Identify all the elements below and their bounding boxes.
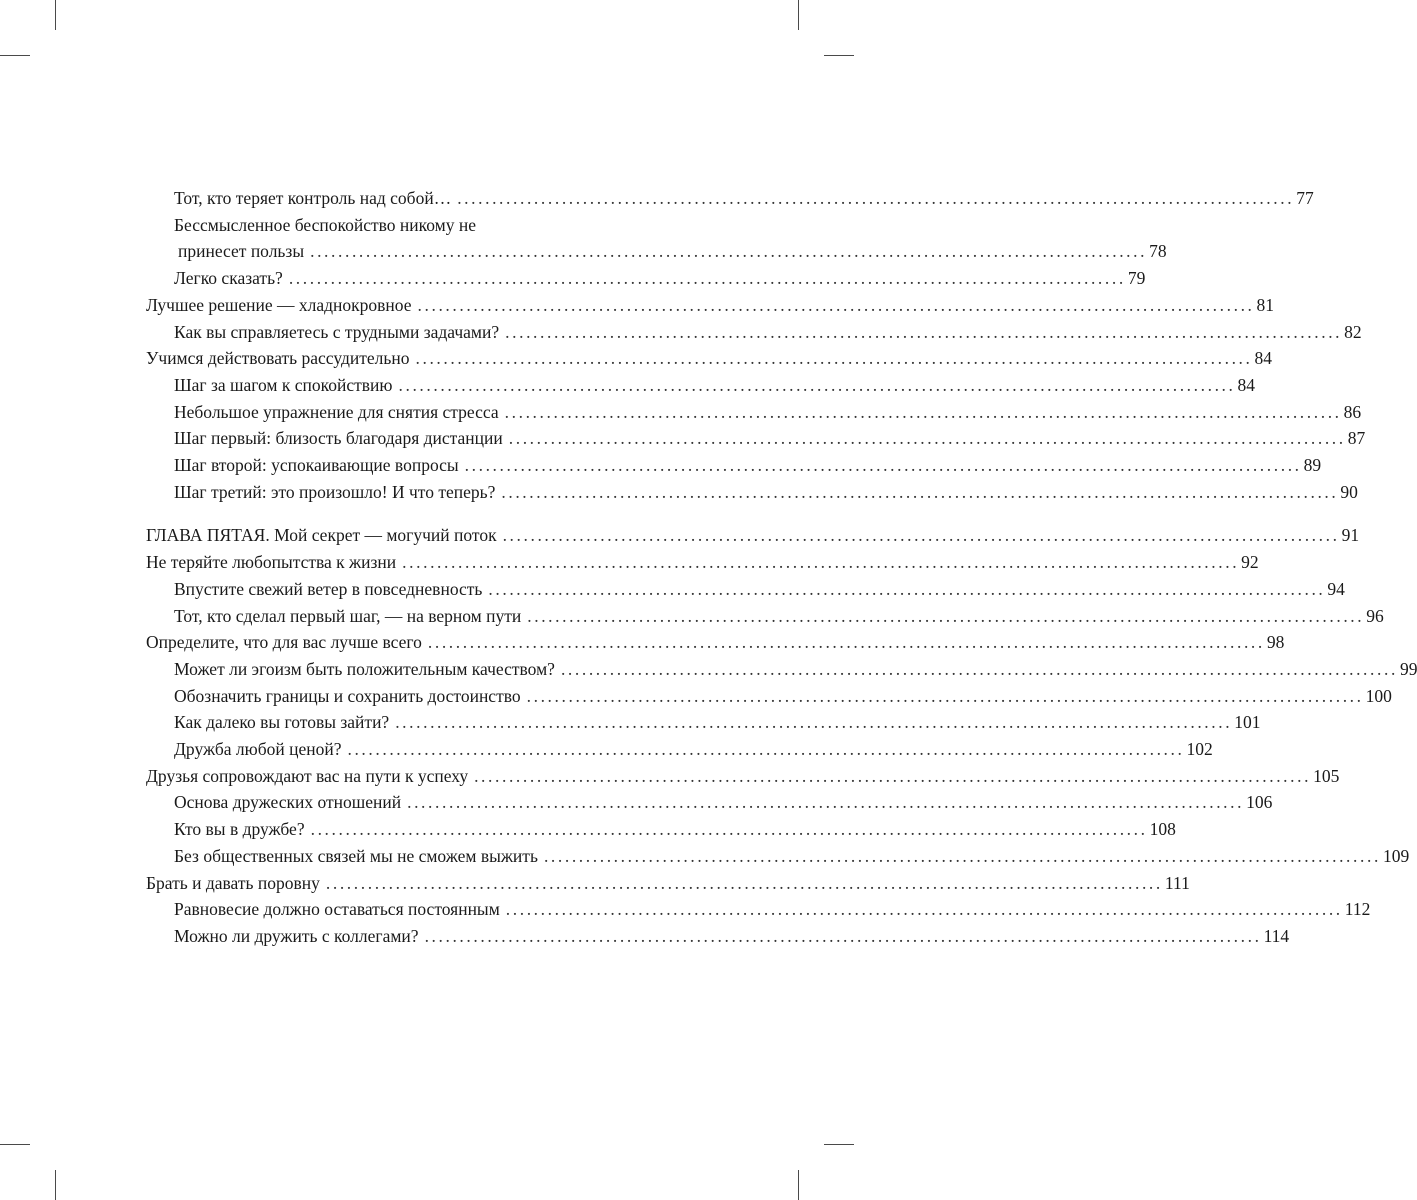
toc-leader-dots: ........................................................................................................................: [415, 348, 1253, 369]
toc-leader-dots: ........................................................................................................................: [457, 188, 1295, 208]
toc-entry: [146, 479, 1358, 506]
toc-entry: [146, 265, 1146, 292]
toc-entry-title: Тот, кто сделал первый шаг, — на верном пути: [174, 605, 522, 626]
toc-leader-dots: ........................................................................................................................: [310, 241, 1148, 262]
toc-entry-title: Основа дружеских отношений: [174, 792, 402, 813]
toc-entry: [146, 425, 1366, 452]
toc-entry-title: Не теряйте любопытства к жизни: [146, 552, 397, 573]
toc-entry-title: Без общественных связей мы не сможем выжить: [174, 845, 538, 866]
toc-leader-dots: ........................................................................................................................: [395, 712, 1233, 733]
toc-entry-title: Лучшее решение — хладнокровное: [146, 294, 412, 315]
table-of-contents: [146, 185, 1417, 950]
toc-leader-dots: ........................................................................................................................: [398, 374, 1236, 395]
toc-entry-title-line1: Бессмысленное беспокойство никому не: [174, 214, 476, 235]
toc-section: [146, 292, 1275, 319]
toc-entry: [146, 212, 1167, 265]
toc-entry-page: 89: [1303, 455, 1322, 476]
toc-entry-page: 81: [1256, 294, 1275, 315]
toc-entry-page: 78: [1149, 241, 1167, 262]
toc-entry-title: Обозначить границы и сохранить достоинство: [174, 685, 521, 706]
toc-entry-page: 86: [1343, 401, 1362, 422]
toc-entry-page: 77: [1296, 188, 1314, 208]
toc-entry-page: 99: [1399, 658, 1417, 679]
toc-entry-page: 90: [1340, 481, 1358, 502]
toc-entry-title: Учимся действовать рассудительно: [146, 348, 410, 369]
toc-entry-page: 108: [1149, 819, 1176, 840]
toc-leader-dots: ........................................................................................................................: [288, 268, 1126, 289]
toc-entry-page: 112: [1344, 899, 1371, 920]
toc-entry-title: Определите, что для вас лучше всего: [146, 632, 422, 653]
toc-leader-dots: ........................................................................................................................: [402, 552, 1240, 573]
toc-entry-title: Шаг первый: близость благодаря дистанции: [174, 428, 503, 449]
toc-entry-page: 101: [1234, 712, 1261, 733]
toc-entry-page: 114: [1263, 925, 1290, 946]
toc-entry-page: 91: [1341, 525, 1360, 546]
toc-leader-dots: ........................................................................................................................: [464, 455, 1302, 476]
toc-entry: [146, 185, 1314, 212]
toc-leader-dots: ........................................................................................................................: [505, 899, 1343, 920]
toc-entry: [146, 656, 1417, 683]
toc-entry-page: 96: [1366, 605, 1384, 626]
toc-entry-title: Кто вы в дружбе?: [174, 819, 305, 840]
toc-entry-title: Как вы справляетесь с трудными задачами?: [174, 321, 500, 342]
crop-mark-bottom-right: [798, 1170, 799, 1200]
toc-entry-page: 92: [1241, 552, 1259, 573]
toc-entry-page: 109: [1382, 845, 1410, 866]
crop-mark-right-bottom: [824, 1144, 854, 1145]
toc-entry: [146, 843, 1410, 870]
toc-entry-title: Шаг третий: это произошло! И что теперь?: [174, 481, 496, 502]
toc-entry-page: 79: [1127, 268, 1146, 289]
toc-entry-title: Тот, кто теряет контроль над собой…: [174, 188, 452, 208]
crop-mark-left-top: [0, 55, 30, 56]
toc-entry: [146, 452, 1322, 479]
toc-entry-title: Может ли эгоизм быть положительным качеством?: [174, 658, 555, 679]
toc-leader-dots: ........................................................................................................................: [347, 739, 1185, 760]
toc-entry-page: 84: [1254, 348, 1272, 369]
toc-leader-dots: ........................................................................................................................: [407, 792, 1245, 813]
toc-section: [146, 345, 1272, 372]
toc-entry: [146, 319, 1362, 346]
toc-entry-title: Как далеко вы готовы зайти?: [174, 712, 390, 733]
toc-entry-page: 106: [1246, 792, 1273, 813]
toc-entry: [146, 923, 1290, 950]
toc-section: [146, 763, 1340, 790]
toc-entry-title: Можно ли дружить с коллегами?: [174, 925, 419, 946]
toc-entry-title: Брать и давать поровну: [146, 872, 320, 893]
toc-entry-page: 82: [1344, 321, 1362, 342]
toc-entry-title: Легко сказать?: [174, 268, 283, 289]
toc-entry: [146, 736, 1213, 763]
toc-entry-page: 105: [1313, 765, 1340, 786]
toc-entry-page: 111: [1164, 872, 1190, 893]
toc-entry-title: Шаг второй: успокаивающие вопросы: [174, 455, 459, 476]
toc-leader-dots: ........................................................................................................................: [488, 578, 1326, 599]
toc-entry-title: Дружба любой ценой?: [174, 739, 342, 760]
toc-entry-page: 84: [1237, 374, 1255, 395]
crop-mark-left-bottom: [0, 1144, 30, 1145]
toc-entry: [146, 816, 1176, 843]
toc-entry-page: 98: [1266, 632, 1285, 653]
crop-mark-right-top: [824, 55, 854, 56]
toc-leader-dots: ........................................................................................................................: [427, 632, 1265, 653]
toc-entry-title: принесет пользы: [178, 241, 305, 262]
toc-leader-dots: ........................................................................................................................: [325, 872, 1163, 893]
crop-mark-top-right: [798, 0, 799, 30]
toc-entry-page: 87: [1347, 428, 1366, 449]
toc-leader-dots: ........................................................................................................................: [502, 525, 1340, 546]
toc-leader-dots: ........................................................................................................................: [527, 605, 1365, 626]
toc-leader-dots: ........................................................................................................................: [417, 294, 1255, 315]
toc-section: [146, 870, 1190, 897]
toc-leader-dots: ........................................................................................................................: [310, 819, 1148, 840]
toc-leader-dots: ........................................................................................................................: [505, 321, 1343, 342]
toc-chapter-title: ГЛАВА ПЯТАЯ. Мой секрет — могучий поток: [146, 525, 497, 546]
toc-entry: [146, 372, 1255, 399]
toc-leader-dots: ........................................................................................................................: [474, 765, 1312, 786]
crop-mark-bottom-left: [55, 1170, 56, 1200]
toc-section: [146, 549, 1259, 576]
toc-entry-page: 94: [1327, 578, 1345, 599]
toc-entry-page: 100: [1365, 685, 1392, 706]
toc-entry: [146, 603, 1384, 630]
toc-entry-page: 102: [1186, 739, 1213, 760]
toc-entry-title: Шаг за шагом к спокойствию: [174, 374, 393, 395]
toc-leader-dots: ........................................................................................................................: [560, 658, 1398, 679]
toc-section: [146, 629, 1285, 656]
toc-entry: [146, 789, 1273, 816]
toc-leader-dots: ........................................................................................................................: [504, 401, 1342, 422]
toc-entry: [146, 896, 1371, 923]
toc-leader-dots: ........................................................................................................................: [526, 685, 1364, 706]
toc-entry-title: Друзья сопровождают вас на пути к успеху: [146, 765, 469, 786]
toc-entry-title: Впустите свежий ветер в повседневность: [174, 578, 483, 599]
toc-leader-dots: ........................................................................................................................: [424, 925, 1262, 946]
toc-entry-title: Небольшое упражнение для снятия стресса: [174, 401, 499, 422]
toc-leader-dots: ........................................................................................................................: [501, 481, 1339, 502]
toc-leader-dots: ........................................................................................................................: [508, 428, 1346, 449]
toc-entry: [146, 709, 1261, 736]
toc-leader-dots: ........................................................................................................................: [543, 845, 1381, 866]
toc-chapter: [146, 522, 1360, 549]
toc-entry-title: Равновесие должно оставаться постоянным: [174, 899, 500, 920]
crop-mark-top-left: [55, 0, 56, 30]
toc-entry: [146, 576, 1345, 603]
toc-entry: [146, 399, 1362, 426]
toc-entry: [146, 683, 1392, 710]
